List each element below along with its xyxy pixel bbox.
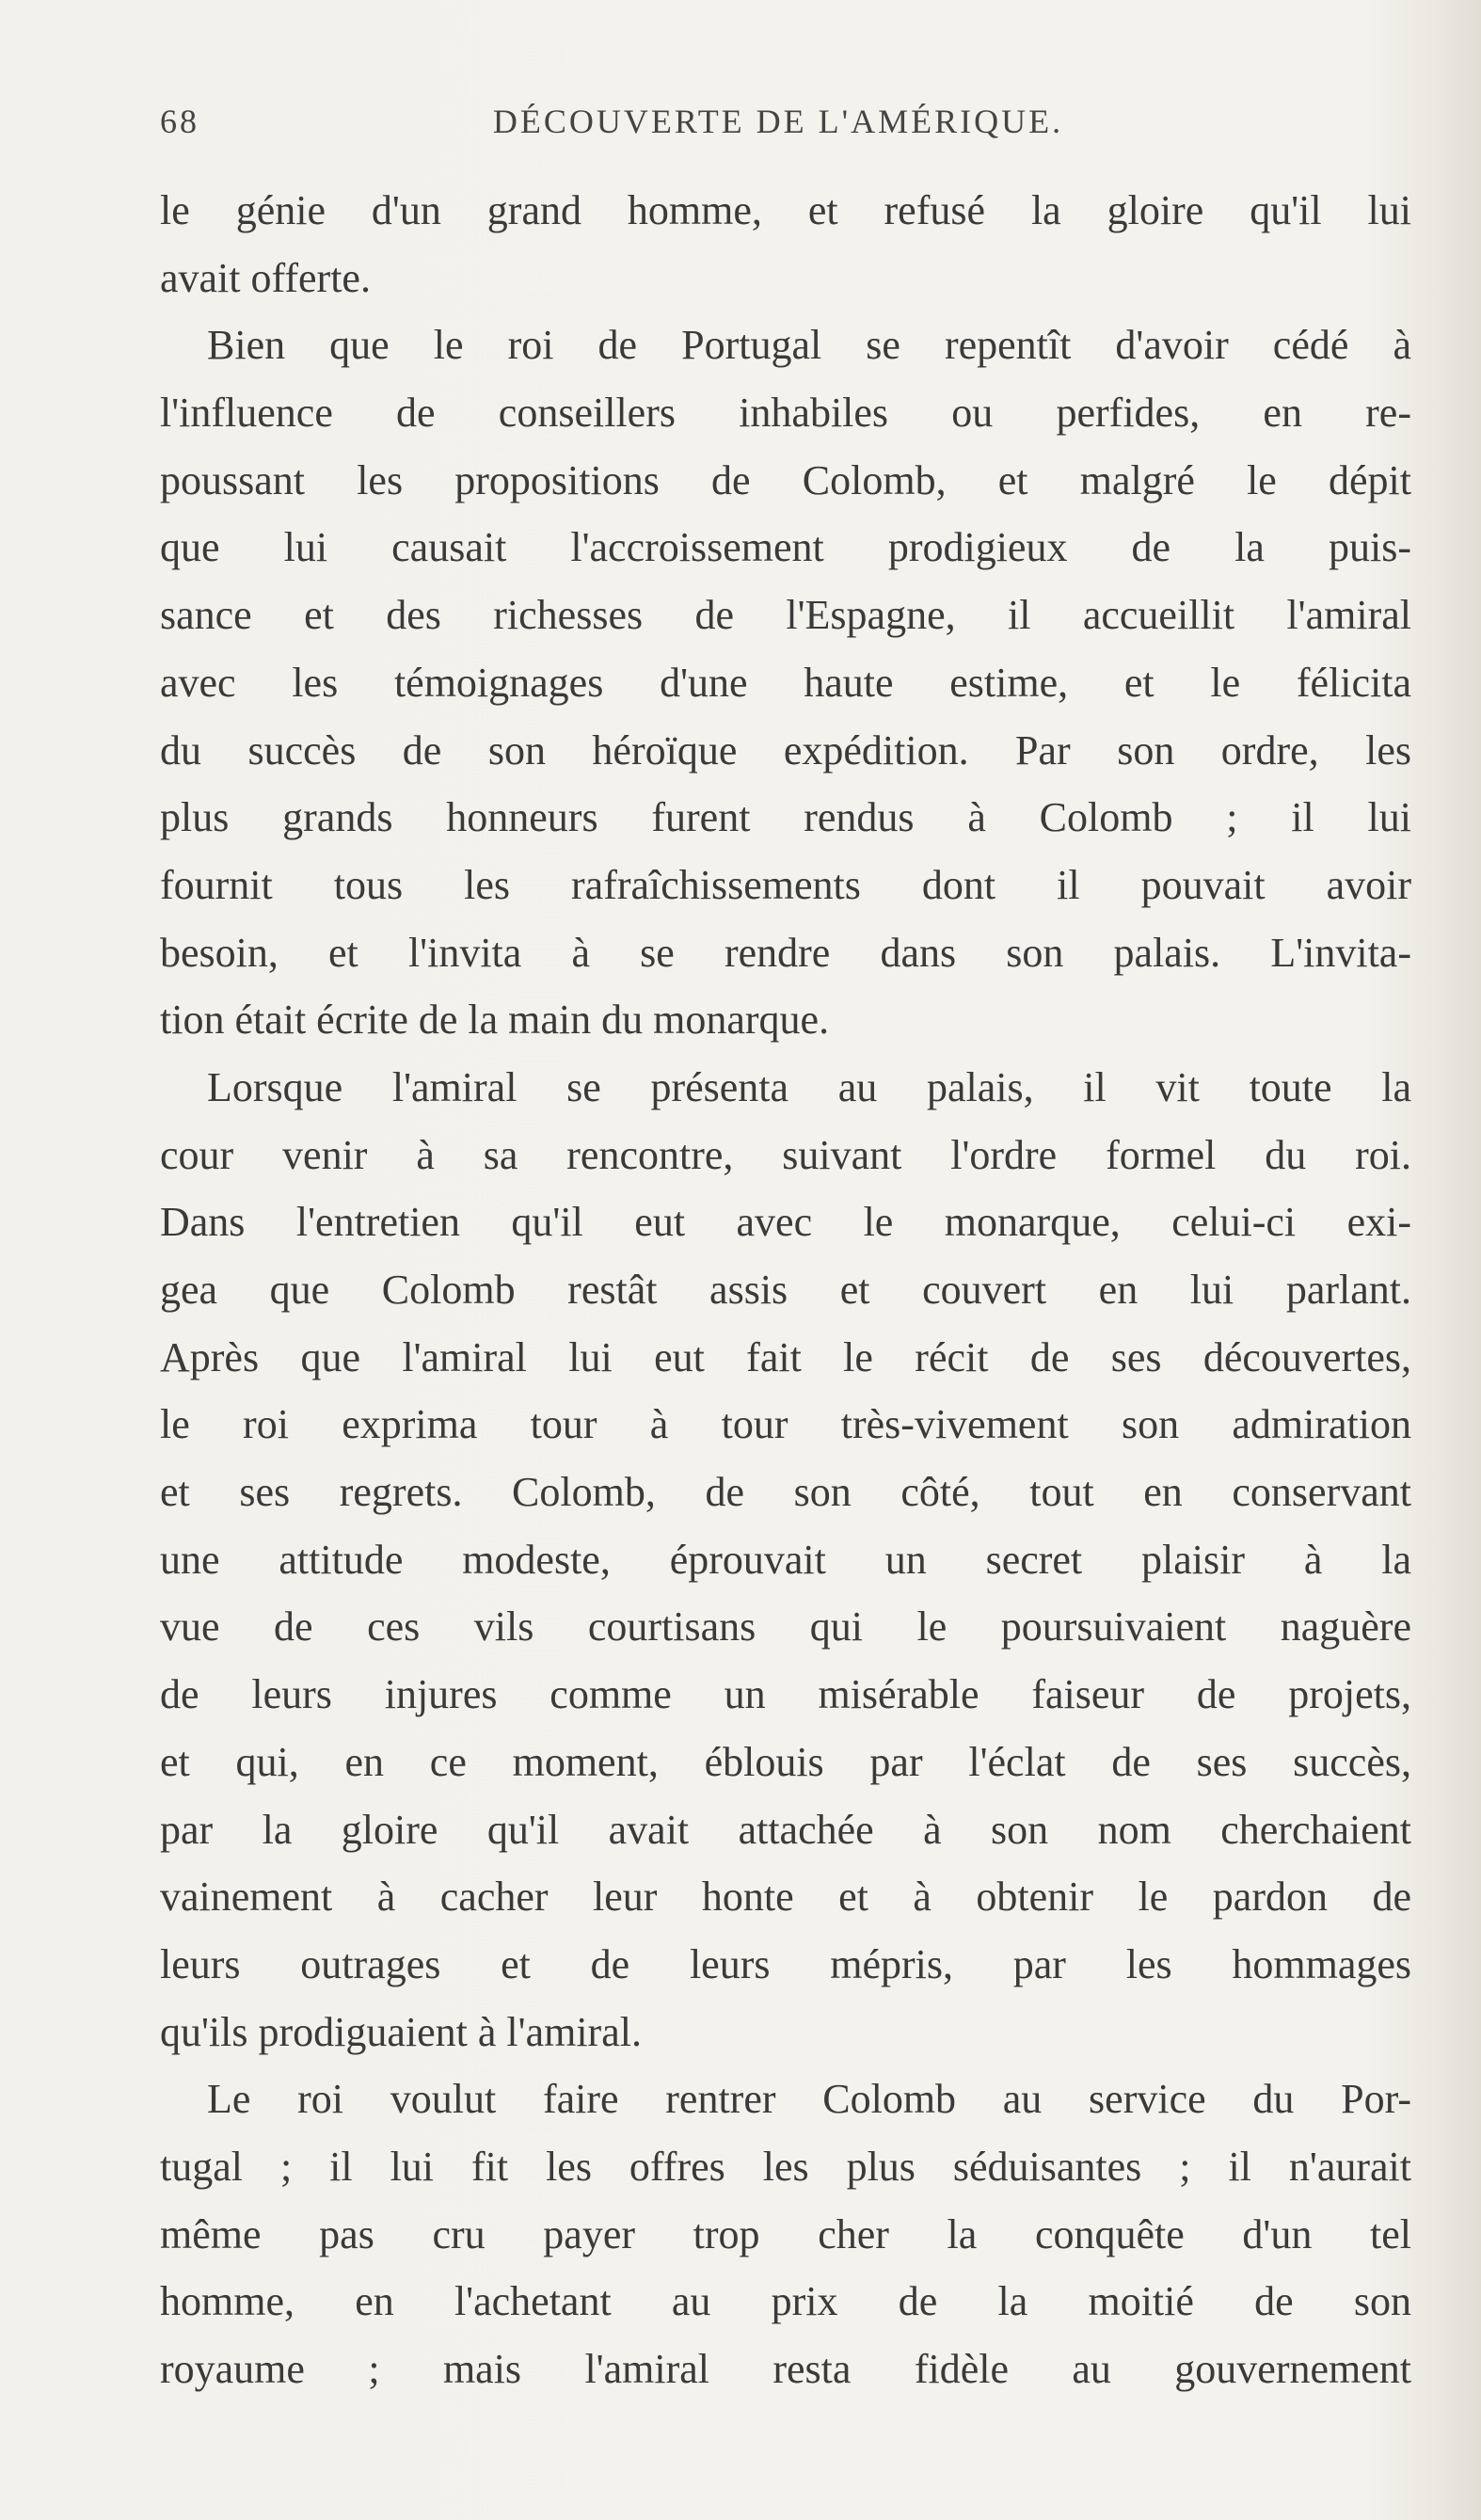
text-line: une attitude modeste, éprouvait un secret plaisir à la	[160, 1536, 1411, 1583]
running-title: DÉCOUVERTE DE L'AMÉRIQUE.	[492, 103, 1064, 140]
paragraph-start-line: Bien que le roi de Portugal se repentît d'avoir cédé à	[207, 322, 1411, 369]
text-line: Après que l'amiral lui eut fait le récit de ses découvertes,	[160, 1333, 1411, 1380]
page-number: 68	[160, 103, 199, 140]
text-line: vainement à cacher leur honte et à obtenir le pardon de	[160, 1874, 1411, 1921]
text-line: et qui, en ce moment, éblouis par l'éclat de ses succès,	[160, 1738, 1411, 1785]
text-line: vue de ces vils courtisans qui le poursuivaient naguère	[160, 1603, 1411, 1651]
text-line: tion était écrite de la main du monarque.	[160, 997, 830, 1044]
text-line: royaume ; mais l'amiral resta fidèle au gouvernement	[160, 2346, 1411, 2392]
text-line: cour venir à sa rencontre, suivant l'ordre formel du roi.	[160, 1131, 1411, 1178]
text-line: du succès de son héroïque expédition. Par son ordre, les	[160, 726, 1411, 774]
text-line: homme, en l'achetant au prix de la moitié de son	[160, 2278, 1411, 2325]
text-line: tugal ; il lui fit les offres les plus séduisantes ; il n'aurait	[160, 2143, 1411, 2190]
paragraph-start-line: Lorsque l'amiral se présenta au palais, il vit toute la	[207, 1063, 1411, 1110]
text-line: qu'ils prodiguaient à l'amiral.	[160, 2008, 642, 2055]
text-line: que lui causait l'accroissement prodigieux de la puis-	[160, 524, 1411, 571]
text-line: l'influence de conseillers inhabiles ou perfides, en re-	[160, 390, 1411, 437]
text-line: le génie d'un grand homme, et refusé la gloire qu'il lui	[160, 187, 1411, 233]
paragraph-start-line: Le roi voulut faire rentrer Colomb au service du Por-	[207, 2076, 1411, 2123]
page-header	[152, 102, 1404, 149]
text-line: par la gloire qu'il avait attachée à son nom cherchaient	[160, 1806, 1411, 1853]
text-line: le roi exprima tour à tour très-vivement son admiration	[160, 1401, 1411, 1448]
text-line: fournit tous les rafraîchissements dont il pouvait avoir	[160, 861, 1411, 908]
text-line: gea que Colomb restât assis et couvert en lui parlant.	[160, 1267, 1411, 1313]
text-line: même pas cru payer trop cher la conquête d'un tel	[160, 2210, 1411, 2257]
text-line: avait offerte.	[160, 254, 371, 301]
text-line: avec les témoignages d'une haute estime, et le félicita	[160, 659, 1411, 706]
text-line: sance et des richesses de l'Espagne, il accueillit l'amiral	[160, 592, 1411, 639]
text-line: leurs outrages et de leurs mépris, par les hommages	[160, 1940, 1411, 1987]
text-line: poussant les propositions de Colomb, et malgré le dépit	[160, 456, 1411, 503]
text-line: besoin, et l'invita à se rendre dans son palais. L'invita-	[160, 929, 1411, 976]
text-line: et ses regrets. Colomb, de son côté, tout en conservant	[160, 1469, 1411, 1516]
text-line: de leurs injures comme un misérable faiseur de projets,	[160, 1671, 1411, 1718]
text-line: plus grands honneurs furent rendus à Colomb ; il lui	[160, 794, 1411, 841]
text-line: Dans l'entretien qu'il eut avec le monarque, celui-ci exi-	[160, 1199, 1411, 1246]
body-text	[160, 177, 1411, 2403]
